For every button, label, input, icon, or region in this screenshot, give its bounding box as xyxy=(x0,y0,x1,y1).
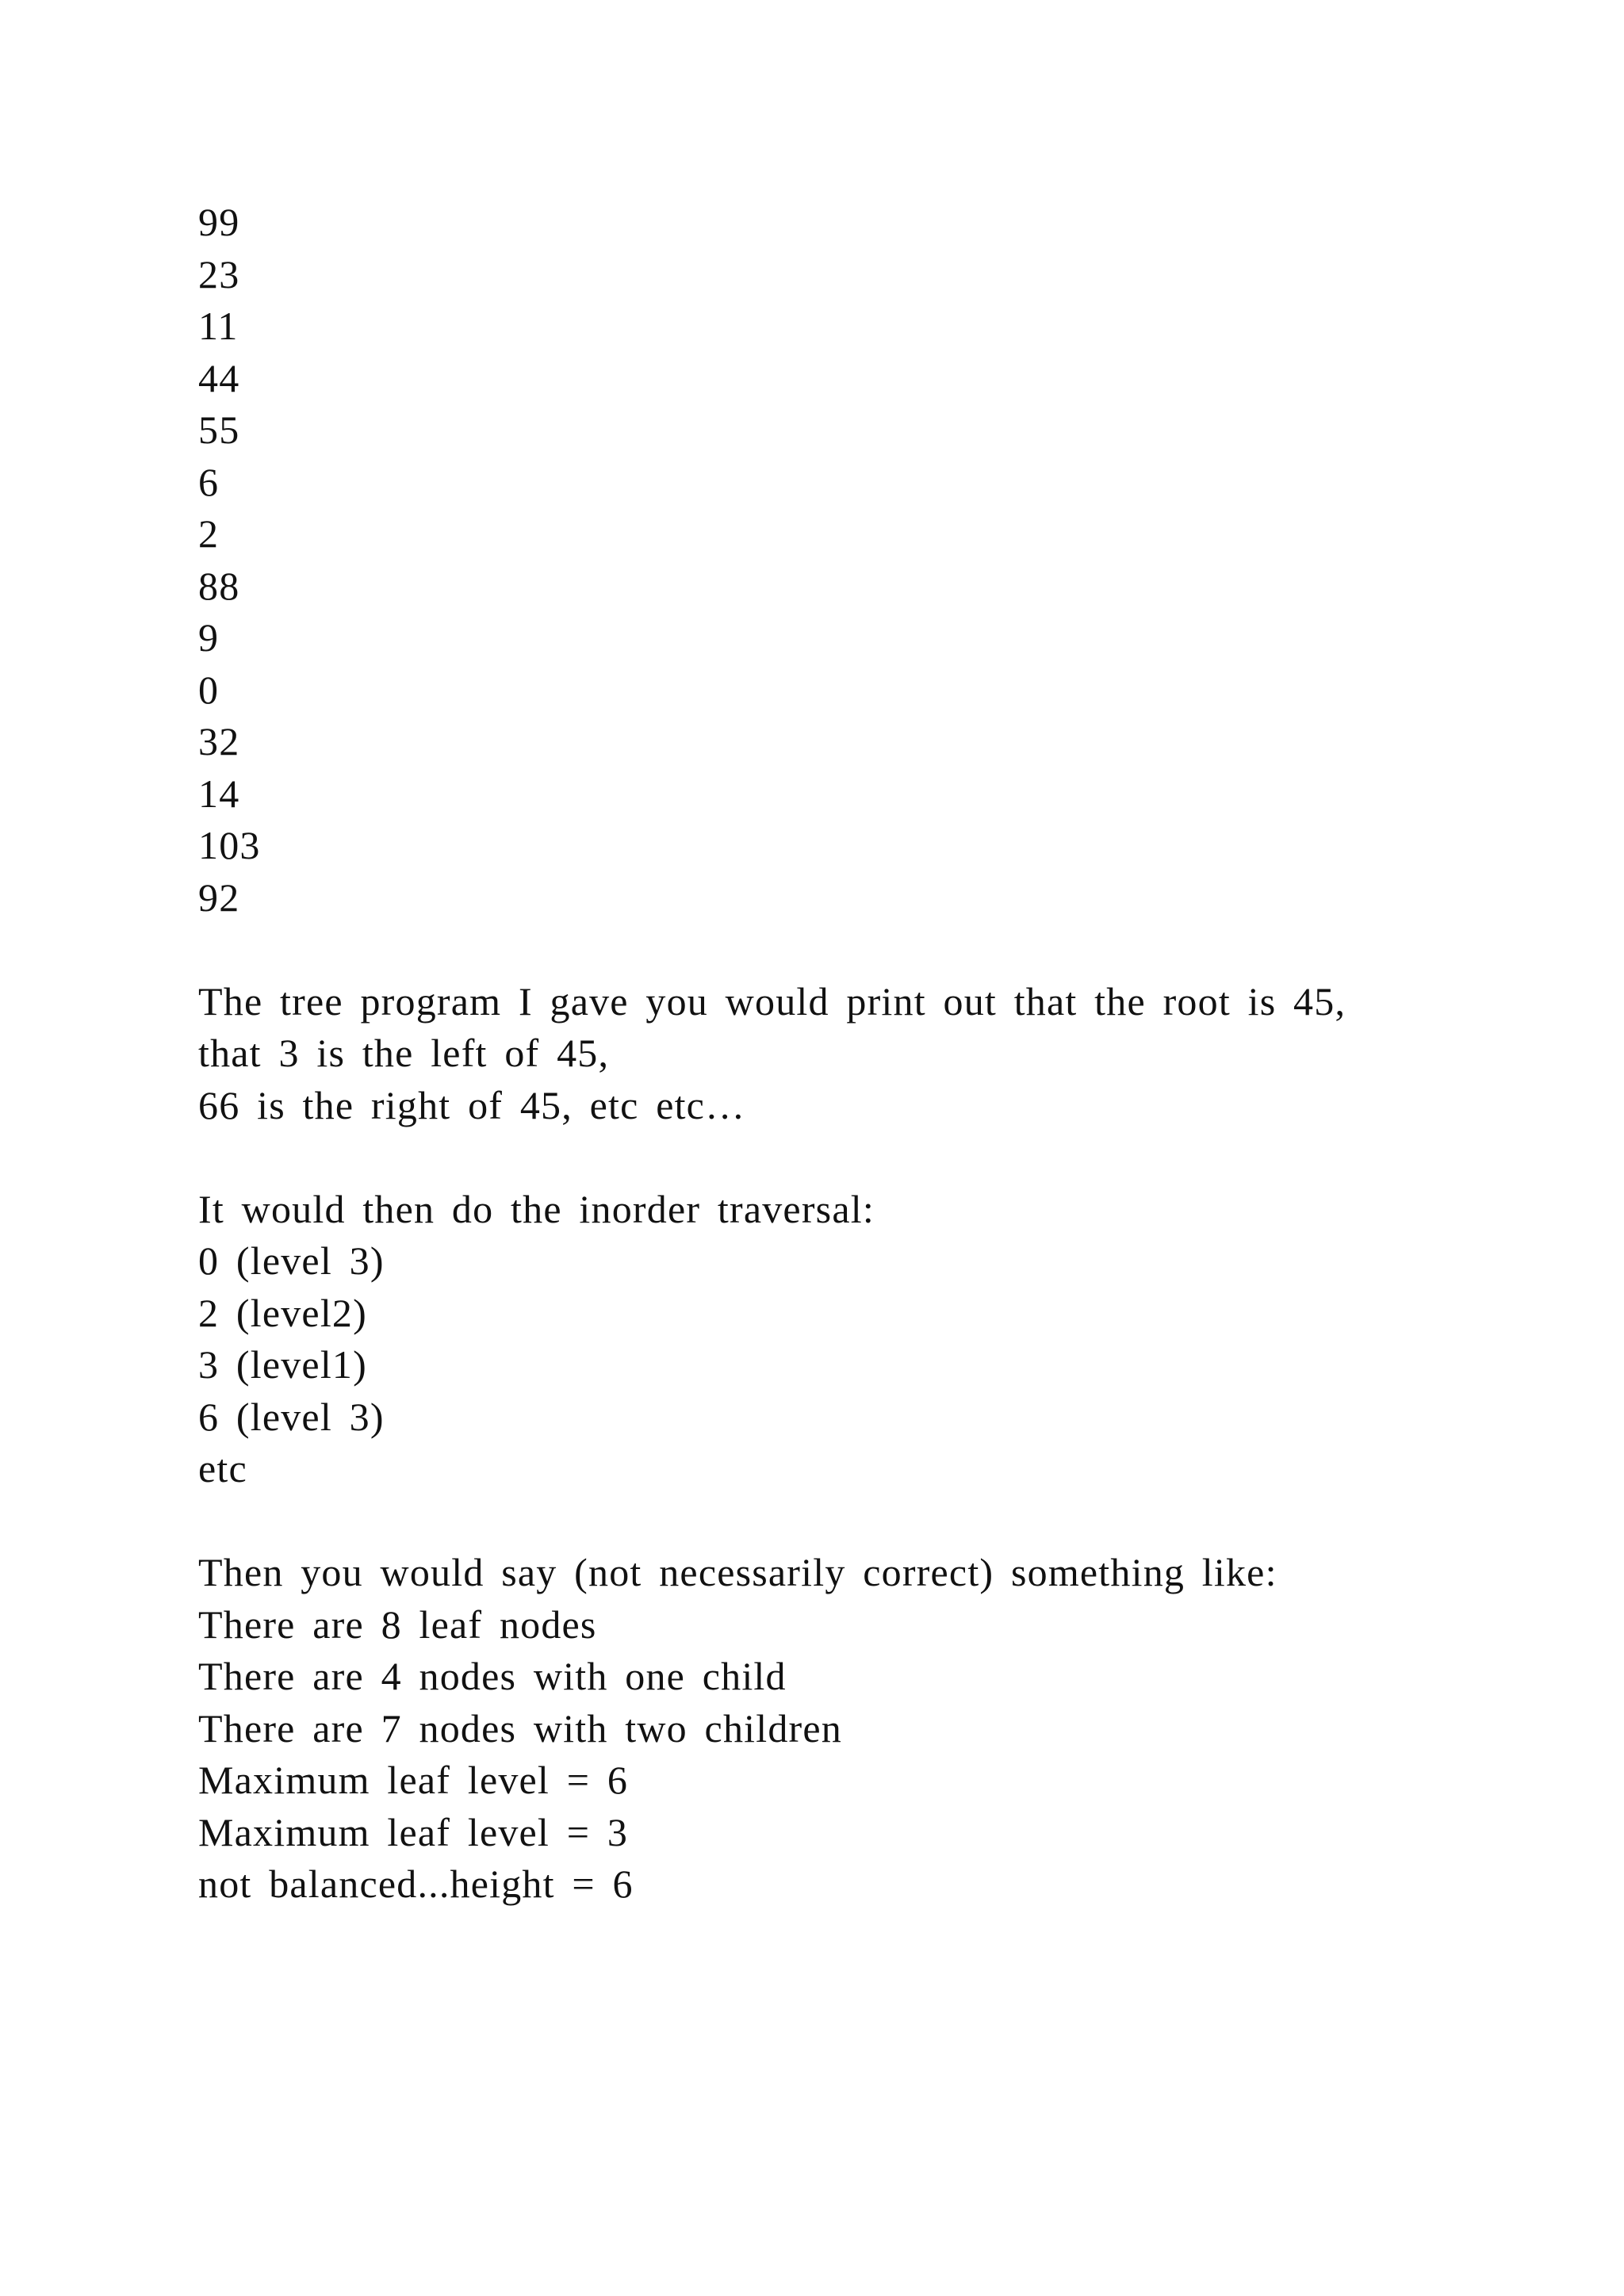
number-item: 23 xyxy=(198,251,240,297)
number-item: 99 xyxy=(198,200,240,244)
number-item: 14 xyxy=(198,771,240,816)
text-line: 3 (level1) xyxy=(198,1342,367,1387)
text-line: that 3 is the left of 45, xyxy=(198,1031,610,1075)
text-line: etc xyxy=(198,1446,247,1490)
text-line: The tree program I gave you would print out that the root is 45, xyxy=(198,978,1346,1024)
number-item: 92 xyxy=(198,874,240,920)
number-item: 88 xyxy=(198,563,240,608)
text-line: It would then do the inorder traversal: xyxy=(198,1186,875,1231)
text-line: 0 (level 3) xyxy=(198,1238,385,1283)
paragraph-summary xyxy=(198,1547,1507,1911)
number-list xyxy=(198,197,1507,924)
document-body xyxy=(198,197,1507,1911)
paragraph-tree-output xyxy=(198,976,1507,1132)
paragraph-gap xyxy=(198,1131,1507,1184)
text-line: Maximum leaf level = 3 xyxy=(198,1809,629,1854)
paragraph-gap xyxy=(198,924,1507,976)
number-item: 6 xyxy=(198,459,220,504)
number-item: 9 xyxy=(198,615,220,660)
number-item: 11 xyxy=(198,304,239,348)
paragraph-inorder-traversal xyxy=(198,1184,1507,1495)
number-item: 2 xyxy=(198,511,220,556)
paragraph-gap xyxy=(198,1495,1507,1548)
text-line: not balanced...height = 6 xyxy=(198,1862,634,1906)
text-line: There are 7 nodes with two children xyxy=(198,1705,842,1751)
text-line: 6 (level 3) xyxy=(198,1394,385,1439)
text-line: There are 4 nodes with one child xyxy=(198,1654,787,1698)
number-item: 103 xyxy=(198,823,261,867)
text-line: Maximum leaf level = 6 xyxy=(198,1758,629,1802)
number-item: 55 xyxy=(198,408,240,452)
text-line: Then you would say (not necessarily correct) something like: xyxy=(198,1550,1277,1594)
number-item: 0 xyxy=(198,667,220,712)
text-line: 2 (level2) xyxy=(198,1290,367,1335)
number-item: 44 xyxy=(198,355,240,400)
number-item: 32 xyxy=(198,719,240,763)
text-line: There are 8 leaf nodes xyxy=(198,1601,597,1647)
text-line: 66 is the right of 45, etc etc… xyxy=(198,1082,746,1127)
